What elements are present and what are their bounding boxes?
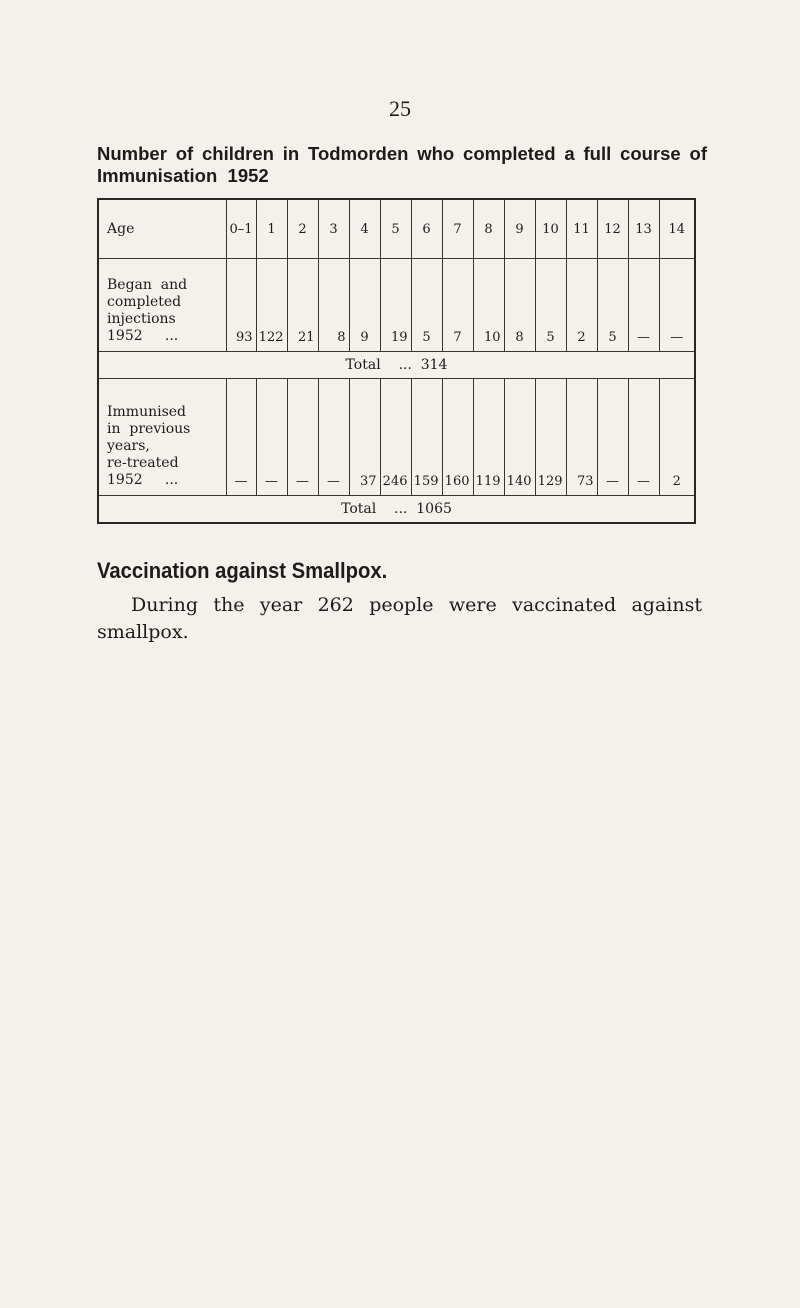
immunised-cell: 159 — [411, 379, 442, 496]
immunised-cell: 129 — [535, 379, 566, 496]
began-total-row — [98, 352, 695, 379]
immunised-label-line: in previous — [107, 421, 191, 437]
immunised-cell: — — [226, 379, 256, 496]
began-cell: 122 — [256, 259, 287, 352]
age-header-cell: 11 — [566, 199, 597, 259]
began-cell: 8 — [504, 259, 535, 352]
immunised-cell: 119 — [473, 379, 504, 496]
table-heading-line-1: Number of children in Todmorden who completed a full course of — [97, 143, 707, 164]
age-header-cell: 13 — [628, 199, 659, 259]
began-total: Total ... 314 — [98, 352, 695, 379]
age-header-cell: 9 — [504, 199, 535, 259]
age-header-cell: 4 — [349, 199, 380, 259]
age-header-row — [98, 199, 695, 259]
immunised-row-label — [98, 379, 226, 496]
age-header-cell: 12 — [597, 199, 628, 259]
immunisation-table — [97, 198, 696, 524]
began-cell: 8 — [318, 259, 349, 352]
began-row-label — [98, 259, 226, 352]
began-cell: — — [628, 259, 659, 352]
began-cell: 19 — [380, 259, 411, 352]
immunised-label-line: 1952 ... — [107, 472, 179, 488]
immunised-cell: 140 — [504, 379, 535, 496]
age-header-cell: 8 — [473, 199, 504, 259]
immunised-cell: 160 — [442, 379, 473, 496]
immunised-label-line: years, — [107, 438, 150, 454]
immunised-cell: — — [628, 379, 659, 496]
age-header-cell: 5 — [380, 199, 411, 259]
began-cell: 21 — [287, 259, 318, 352]
immunised-cell: — — [318, 379, 349, 496]
age-header-cell: 2 — [287, 199, 318, 259]
immunised-row — [98, 379, 695, 496]
age-header-cell: 6 — [411, 199, 442, 259]
began-cell: — — [659, 259, 695, 352]
age-header-cell: 7 — [442, 199, 473, 259]
age-header-cell: 3 — [318, 199, 349, 259]
immunised-cell: — — [287, 379, 318, 496]
section-paragraph: During the year 262 people were vaccinated against smallpox. — [97, 594, 702, 643]
immunised-total-row — [98, 496, 695, 524]
began-label-line: injections — [107, 311, 176, 327]
age-header-cell: 10 — [535, 199, 566, 259]
began-cell: 9 — [349, 259, 380, 352]
began-cell: 2 — [566, 259, 597, 352]
age-header-cell: 0–1 — [226, 199, 256, 259]
began-cell: 93 — [226, 259, 256, 352]
began-label-line: 1952 ... — [107, 328, 179, 344]
table-heading — [97, 143, 707, 187]
table-heading-line-2: Immunisation 1952 — [97, 165, 269, 186]
immunised-cell: 246 — [380, 379, 411, 496]
began-cell: 5 — [535, 259, 566, 352]
page-number: 25 — [389, 96, 411, 121]
immunised-cell: — — [597, 379, 628, 496]
began-cell: 5 — [411, 259, 442, 352]
immunised-cell: 37 — [349, 379, 380, 496]
began-cell: 10 — [473, 259, 504, 352]
began-label-line: Began and — [107, 277, 188, 293]
age-header-cell: 1 — [256, 199, 287, 259]
immunised-total: Total ... 1065 — [98, 496, 695, 524]
began-row — [98, 259, 695, 352]
immunised-label-line: re-treated — [107, 455, 179, 471]
section-heading: Vaccination against Smallpox. — [97, 558, 388, 583]
immunised-label-line: Immunised — [107, 404, 187, 420]
began-cell: 7 — [442, 259, 473, 352]
began-cell: 5 — [597, 259, 628, 352]
immunised-cell: 2 — [659, 379, 695, 496]
immunised-cell: — — [256, 379, 287, 496]
age-header-cell: 14 — [659, 199, 695, 259]
immunised-cell: 73 — [566, 379, 597, 496]
began-label-line: completed — [107, 294, 182, 310]
age-header-label: Age — [107, 220, 135, 237]
